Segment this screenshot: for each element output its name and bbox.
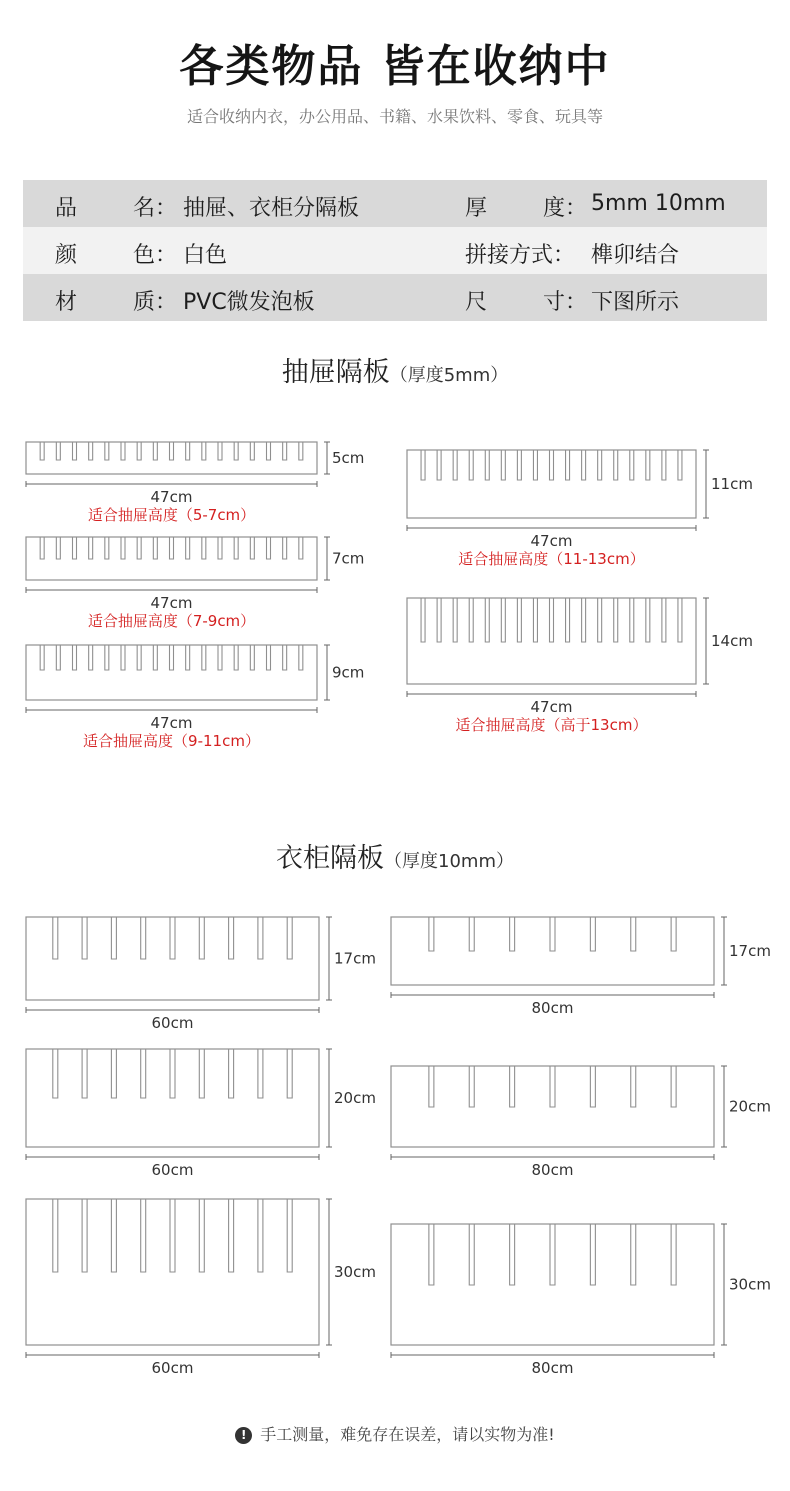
spec-value: 5mm 10mm <box>591 191 726 216</box>
height-label: 20cm <box>729 1097 771 1116</box>
footer-note <box>0 1422 790 1445</box>
width-label: 80cm <box>531 999 574 1017</box>
height-label: 17cm <box>729 942 771 960</box>
spec-label: 色： <box>133 243 178 268</box>
fit-label: 适合抽屉高度（7-9cm） <box>87 612 256 630</box>
height-label: 30cm <box>334 1263 376 1281</box>
spec-value: 抽屉、衣柜分隔板 <box>183 196 360 221</box>
spec-label: 拼接方式： <box>465 243 576 268</box>
width-label: 60cm <box>151 1161 194 1179</box>
spec-label: 颜 <box>55 243 78 268</box>
page-title: 各类物品 皆在收纳中 <box>179 41 611 92</box>
fit-label: 适合抽屉高度（11-13cm） <box>458 550 645 568</box>
fit-label: 适合抽屉高度（9-11cm） <box>83 732 260 750</box>
width-label: 60cm <box>151 1359 194 1377</box>
height-label: 5cm <box>332 449 365 467</box>
exclamation-icon: ! <box>235 1427 252 1444</box>
board-panel <box>26 645 317 700</box>
width-label: 47cm <box>150 714 193 732</box>
width-label: 47cm <box>150 594 193 612</box>
board-panel <box>26 442 317 474</box>
spec-label: 尺 <box>465 290 488 315</box>
width-label: 60cm <box>151 1014 194 1032</box>
height-label: 9cm <box>332 663 365 682</box>
height-label: 30cm <box>729 1275 771 1294</box>
height-label: 7cm <box>332 549 365 568</box>
spec-label: 名： <box>133 196 178 221</box>
width-label: 47cm <box>530 698 573 716</box>
width-label: 47cm <box>150 488 193 506</box>
board-panel <box>407 598 696 684</box>
fit-label: 适合抽屉高度（5-7cm） <box>87 506 256 524</box>
page-subtitle: 适合收纳内衣，办公用品、书籍、水果饮料、零食、玩具等 <box>186 107 603 126</box>
height-label: 20cm <box>334 1089 376 1107</box>
height-label: 14cm <box>711 632 753 650</box>
spec-label: 品 <box>55 196 78 221</box>
spec-value: 下图所示 <box>591 290 680 315</box>
spec-value: 白色 <box>183 243 228 268</box>
spec-label: 材 <box>55 290 78 315</box>
board-panel <box>407 450 696 518</box>
width-label: 47cm <box>530 532 573 550</box>
width-label: 80cm <box>531 1161 574 1179</box>
height-label: 17cm <box>334 949 376 968</box>
drawer-heading: 抽屉隔板 <box>281 357 390 388</box>
spec-label: 厚 <box>465 196 488 221</box>
spec-label: 质： <box>133 290 178 315</box>
drawer-thickness-note: （厚度5mm） <box>389 365 509 386</box>
wardrobe-heading: 衣柜隔板 <box>276 843 384 874</box>
height-label: 11cm <box>711 475 753 493</box>
spec-value: 榫卯结合 <box>591 243 680 268</box>
spec-label: 度： <box>543 196 588 221</box>
wardrobe-thickness-note: （厚度10mm） <box>384 851 514 872</box>
fit-label: 适合抽屉高度（高于13cm） <box>455 716 648 734</box>
footer-text: 手工测量，难免存在误差，请以实物为准! <box>260 1425 555 1444</box>
spec-label: 寸： <box>543 290 588 315</box>
spec-value: PVC微发泡板 <box>183 290 315 315</box>
width-label: 80cm <box>531 1359 574 1377</box>
